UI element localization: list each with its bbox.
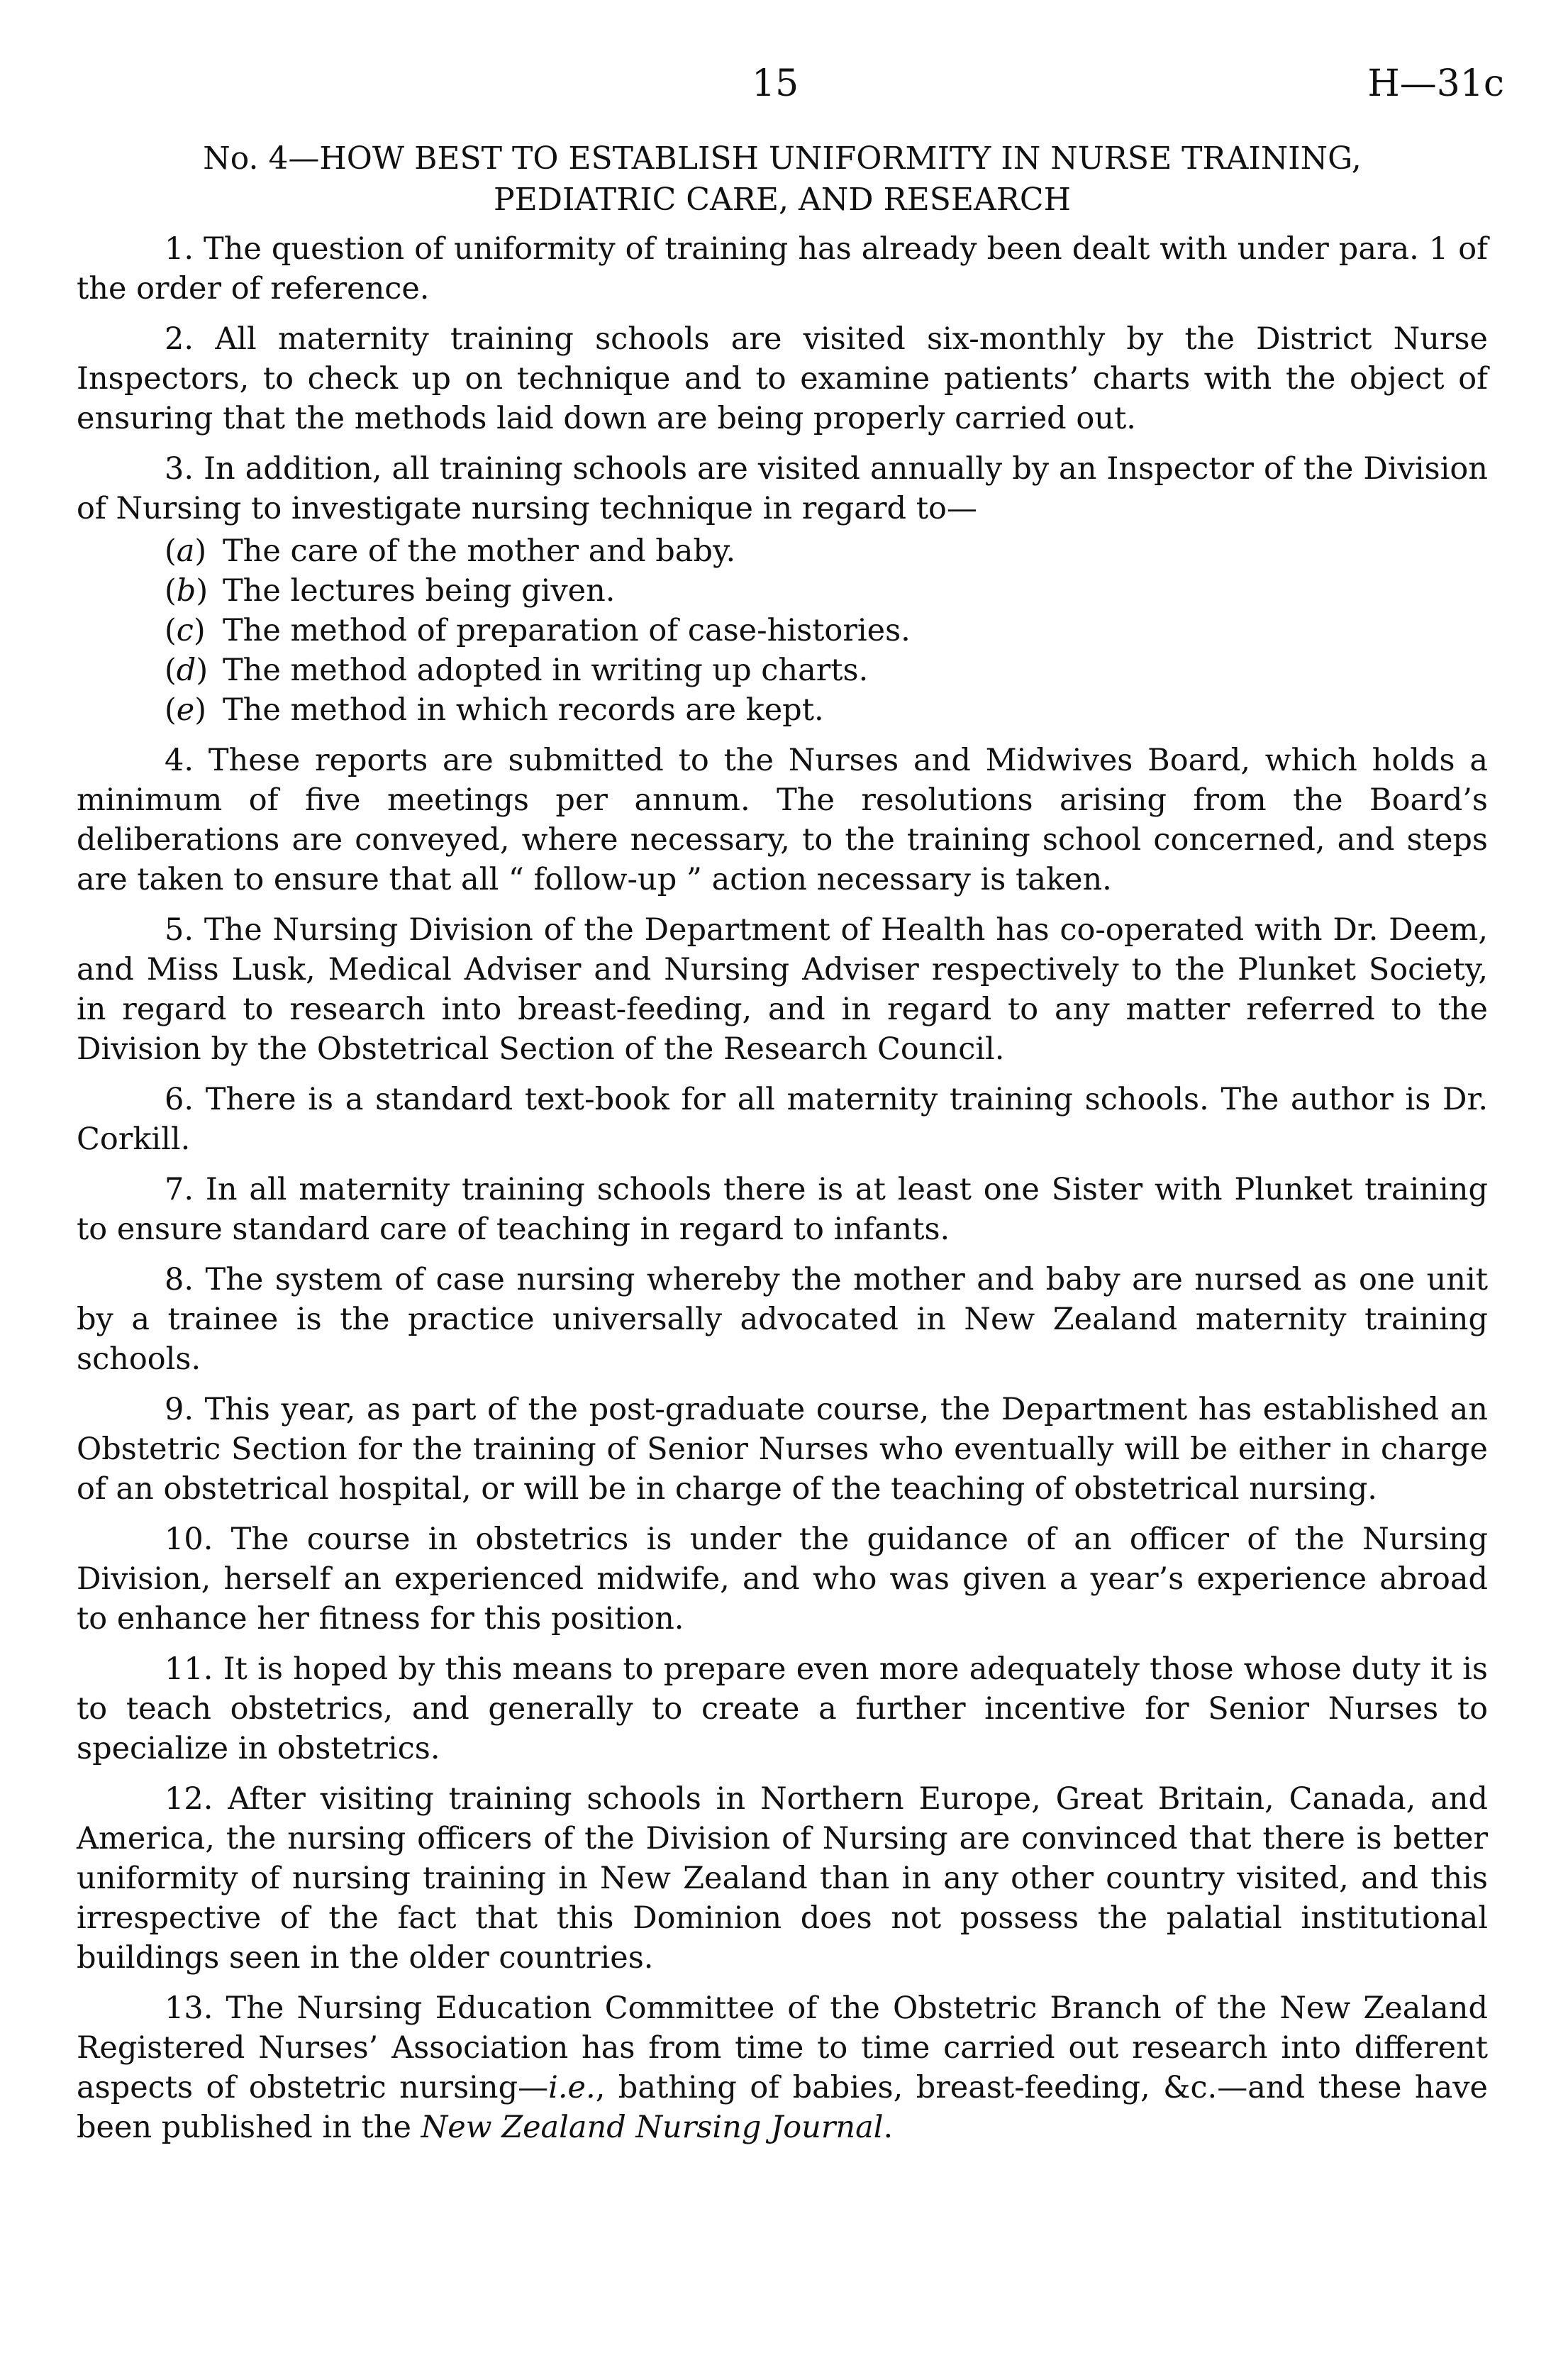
list-item [165,531,1488,571]
paragraph-13-end: . [883,2110,894,2145]
paragraph-13 [77,1988,1488,2147]
journal-title: New Zealand Nursing Journal [421,2110,884,2145]
list-item [165,650,1488,690]
list-item-text: The care of the mother and baby. [223,533,736,569]
list-item-text: The lectures being given. [223,573,616,609]
paragraph-12: 12. After visiting training schools in Northern Europe, Great Britain, Canada, and America, the nursing officers of the Division of Nursing are convinced that there is better uniformity of nursing training in New Zealand than in any other country visited, and this irrespective of the fact that this Dominion does not possess the palatial institutional buildings seen in the older countries. [77,1781,1488,1976]
list-item-text: The method of preparation of case-histories. [223,613,911,648]
document-reference: H—31c [1367,62,1504,105]
list-item [165,611,1488,650]
paragraph-8: 8. The system of case nursing whereby the mother and baby are nursed as one unit by a trainee is the practice universally advocated in New Zealand maternity training schools. [77,1262,1488,1377]
paragraph-13-part-1: 13. The Nursing Education Committee of the Obstetric Branch of the New Zealand Registered Nurses’ Association has from time to time carried out research into different aspects of obstetric nursing— [77,1990,1488,2105]
paragraph-4: 4. These reports are submitted to the Nurses and Midwives Board, which holds a minimum of five meetings per annum. The resolutions arising from the Board’s deliberations are conveyed, where necessary, to the training school concerned, and steps are taken to ensure that all “ follow-up ” action necessary is taken. [77,743,1488,897]
paragraph-5: 5. The Nursing Division of the Department of Health has co-operated with Dr. Deem, and Miss Lusk, Medical Adviser and Nursing Adviser respectively to the Plunket Society, in regard to research into breast-feeding, and in regard to any matter referred to the Division by the Obstetrical Section of the Research Council. [77,912,1488,1067]
page-header [0,62,1568,119]
paragraph-10: 10. The course in obstetrics is under the guidance of an officer of the Nursing Division, herself an experienced midwife, and who was given a year’s experience abroad to enhance her fitness for this position. [77,1522,1488,1637]
inspection-topics-list [77,531,1488,730]
heading-line-1: No. 4—HOW BEST TO ESTABLISH UNIFORMITY IN NURSE TRAINING, [203,140,1362,177]
list-item-label: (d) [165,653,208,688]
list-item-label: (c) [165,613,206,648]
paragraph-7: 7. In all maternity training schools there is at least one Sister with Plunket training to ensure standard care of teaching in regard to infants. [77,1172,1488,1247]
list-item-label: (a) [165,533,207,569]
list-item-label: (e) [165,692,207,728]
page-number: 15 [752,62,799,105]
list-item [165,571,1488,611]
section-heading [77,138,1488,221]
paragraph-11: 11. It is hoped by this means to prepare even more adequately those whose duty it is to teach obstetrics, and generally to create a further incentive for Senior Nurses to specialize in obstetrics. [77,1651,1488,1766]
paragraph-13-ie: i.e. [548,2070,596,2105]
paragraph-9: 9. This year, as part of the post-graduate course, the Department has established an Obstetric Section for the training of Senior Nurses who eventually will be either in charge of an obstetrical hospital, or will be in charge of the teaching of obstetrical nursing. [77,1392,1488,1507]
list-item-text: The method in which records are kept. [223,692,824,728]
list-item [165,690,1488,730]
list-item-text: The method adopted in writing up charts. [223,653,869,688]
paragraph-6: 6. There is a standard text-book for all maternity training schools. The author is Dr. Corkill. [77,1082,1488,1157]
list-item-label: (b) [165,573,208,609]
document-body [77,138,1488,2158]
paragraph-1: 1. The question of uniformity of training has already been dealt with under para. 1 of the order of reference. [77,231,1488,306]
paragraph-2: 2. All maternity training schools are visited six-monthly by the District Nurse Inspectors, to check up on technique and to examine patients’ charts with the object of ensuring that the methods laid down are being properly carried out. [77,321,1488,436]
heading-line-2: PEDIATRIC CARE, AND RESEARCH [494,182,1071,218]
paragraph-3: 3. In addition, all training schools are visited annually by an Inspector of the Division of Nursing to investigate nursing technique in regard to— [77,451,1488,526]
paragraph-13-part-2: , bathing of babies, breast-feeding, &c.—and these have been published in the [77,2070,1488,2145]
